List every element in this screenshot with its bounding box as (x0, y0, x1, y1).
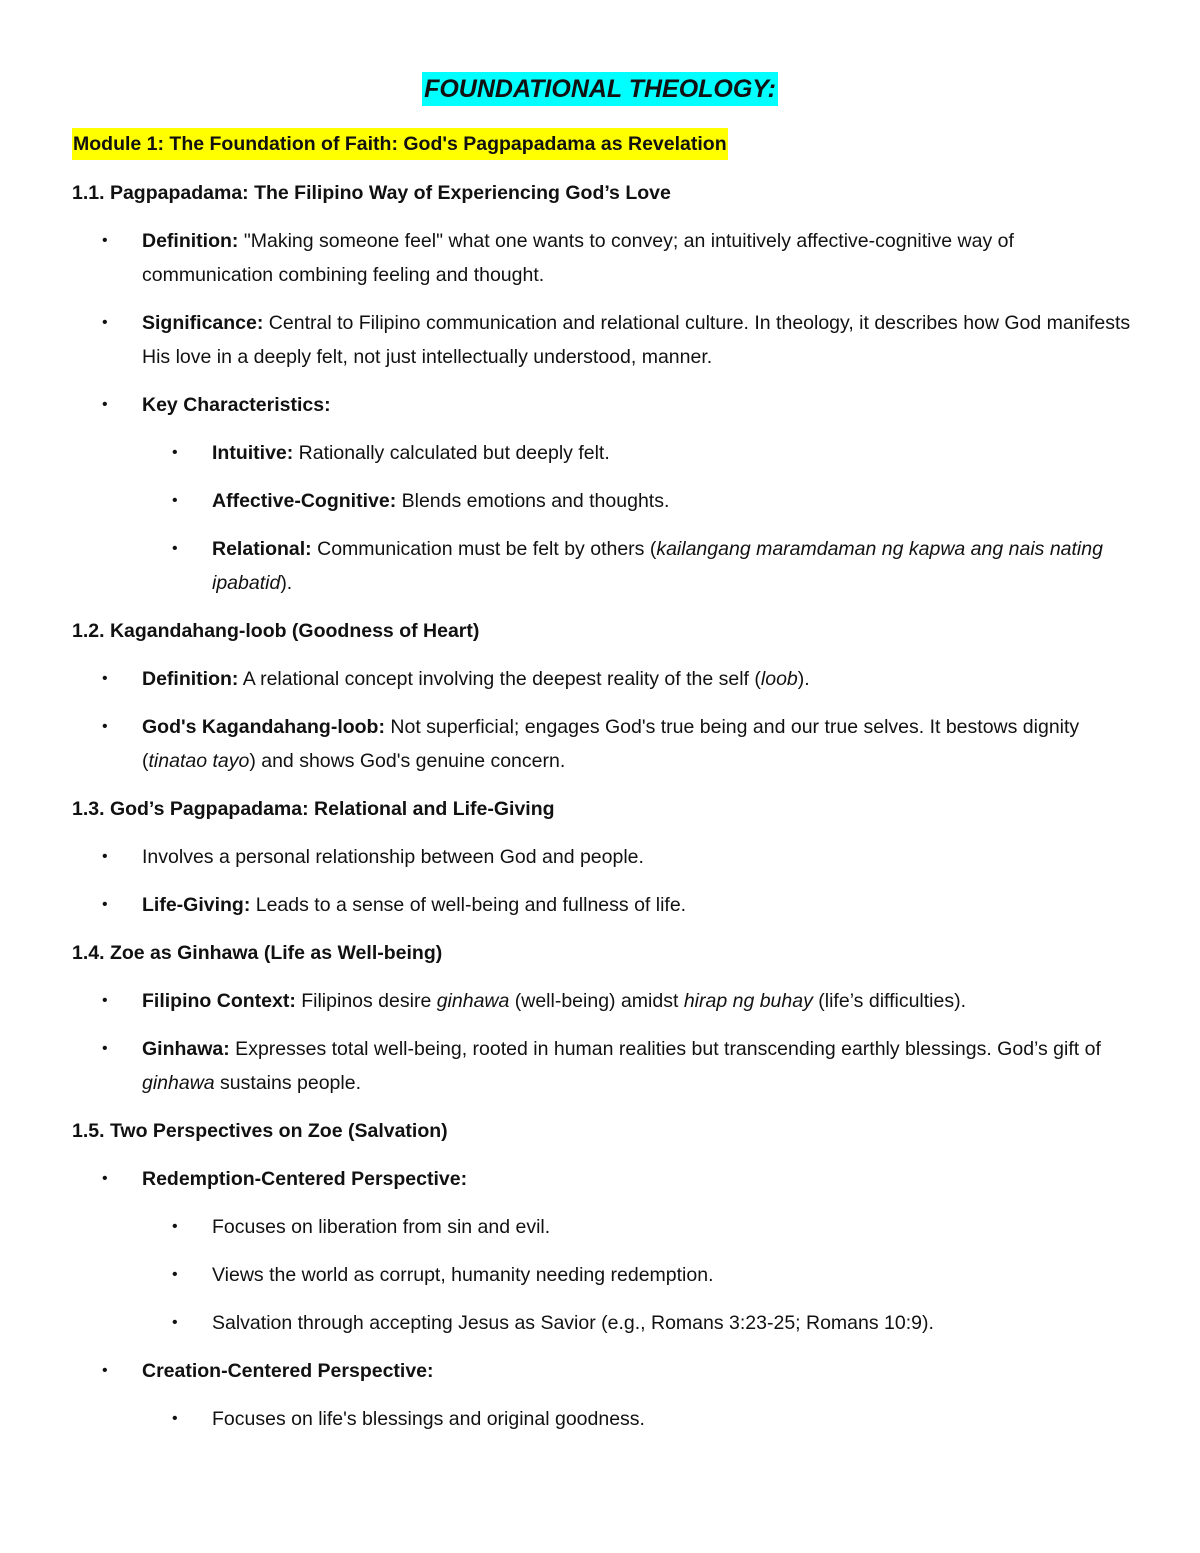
bullet-icon: • (102, 314, 108, 331)
list-item-blessings (72, 1402, 1132, 1436)
section-heading-1-5: 1.5. Two Perspectives on Zoe (Salvation) (72, 1120, 448, 1142)
bullet-icon: • (102, 1040, 108, 1057)
section-heading-1-2: 1.2. Kagandahang-loob (Goodness of Heart) (72, 620, 480, 642)
section-1-5-list (72, 1162, 1132, 1436)
term-text: Communication must be felt by others ( (311, 538, 657, 560)
bullet-icon: • (102, 992, 108, 1009)
term-label: Relational: (212, 538, 312, 560)
list-item-significance (72, 306, 1132, 374)
bullet-icon: • (172, 1218, 178, 1235)
term-label: Key Characteristics: (142, 394, 331, 416)
term-italic: ginhawa (142, 1072, 215, 1094)
term-label: Intuitive: (212, 442, 294, 464)
term-label: Significance: (142, 312, 264, 334)
bullet-icon: • (102, 1170, 108, 1187)
bullet-icon: • (102, 670, 108, 687)
term-text: Filipinos desire (295, 990, 437, 1012)
term-label: God's Kagandahang-loob: (142, 716, 385, 738)
bullet-icon: • (102, 232, 108, 249)
bullet-icon: • (172, 492, 178, 509)
term-label: Creation-Centered Perspective: (142, 1360, 434, 1382)
term-text: Salvation through accepting Jesus as Savior (e.g., Romans 3:23-25; Romans 10:9). (212, 1312, 934, 1334)
section-heading-1-3: 1.3. God’s Pagpapadama: Relational and Life-Giving (72, 798, 555, 820)
term-label: Filipino Context: (142, 990, 296, 1012)
term-text: A relational concept involving the deepest reality of the self ( (238, 668, 761, 690)
list-item-filipino-context (72, 984, 1132, 1018)
list-item-life-giving (72, 888, 1132, 922)
term-italic: hirap ng buhay (683, 990, 813, 1012)
term-label: Definition: (142, 230, 239, 252)
list-item-intuitive (72, 436, 1132, 470)
list-item-relationship (72, 840, 1132, 874)
term-label: Definition: (142, 668, 239, 690)
list-item-redemption-centered (72, 1162, 1132, 1196)
term-italic: ginhawa (436, 990, 510, 1012)
term-label: Life-Giving: (142, 894, 251, 916)
bullet-icon: • (172, 1266, 178, 1283)
term-text: Not superficial; engages God's true being and our true selves. It bestows dignity ( (142, 716, 1080, 772)
term-italic: kailangang maramdaman ng kapwa ang nais nating ipabatid (212, 538, 1103, 594)
document-body (72, 176, 1132, 1450)
module-title: Module 1: The Foundation of Faith: God's Pagpapadama as Revelation (72, 128, 728, 160)
section-heading-1-4: 1.4. Zoe as Ginhawa (Life as Well-being) (72, 942, 443, 964)
term-text: Focuses on liberation from sin and evil. (212, 1216, 551, 1238)
term-italic: loob (760, 668, 798, 690)
term-label: Ginhawa: (142, 1038, 230, 1060)
term-label: Redemption-Centered Perspective: (142, 1168, 468, 1190)
bullet-icon: • (102, 718, 108, 735)
list-item-definition (72, 224, 1132, 292)
list-item-gods-kagandahang-loob (72, 710, 1132, 778)
bullet-icon: • (102, 396, 108, 413)
bullet-icon: • (172, 444, 178, 461)
term-text: ). (280, 572, 293, 594)
term-label: Affective-Cognitive: (212, 490, 397, 512)
bullet-icon: • (172, 1314, 178, 1331)
section-1-4-list (72, 984, 1132, 1100)
document-title: FOUNDATIONAL THEOLOGY: (422, 72, 778, 106)
term-text: Focuses on life's blessings and original goodness. (212, 1408, 645, 1430)
bullet-icon: • (102, 848, 108, 865)
list-item-liberation (72, 1210, 1132, 1244)
term-text: ). (797, 668, 810, 690)
section-1-3-list (72, 840, 1132, 922)
list-item-world-corrupt (72, 1258, 1132, 1292)
term-text: Expresses total well-being, rooted in human realities but transcending earthly blessings. God’s gift of (229, 1038, 1101, 1060)
term-text: Views the world as corrupt, humanity needing redemption. (212, 1264, 714, 1286)
term-italic: tinatao tayo (148, 750, 250, 772)
list-item-definition (72, 662, 1132, 696)
term-text: Blends emotions and thoughts. (396, 490, 670, 512)
term-text: "Making someone feel" what one wants to convey; an intuitively affective-cognitive way of communication combining feeling and thought. (142, 230, 1014, 286)
bullet-icon: • (172, 540, 178, 557)
section-1-1-list (72, 224, 1132, 600)
term-text: sustains people. (214, 1072, 361, 1094)
section-heading-1-1: 1.1. Pagpapadama: The Filipino Way of Experiencing God’s Love (72, 182, 671, 204)
bullet-icon: • (102, 896, 108, 913)
list-item-ginhawa (72, 1032, 1132, 1100)
list-item-affective-cognitive (72, 484, 1132, 518)
term-text: Leads to a sense of well-being and fullness of life. (250, 894, 687, 916)
section-1-2-list (72, 662, 1132, 778)
bullet-icon: • (172, 1410, 178, 1427)
term-text: (well-being) amidst (509, 990, 684, 1012)
bullet-icon: • (102, 1362, 108, 1379)
section-1-1 (72, 176, 1132, 600)
term-text: Rationally calculated but deeply felt. (293, 442, 610, 464)
list-item-relational (72, 532, 1132, 600)
list-item-salvation (72, 1306, 1132, 1340)
term-text: Central to Filipino communication and relational culture. In theology, it describes how God manifests His love in a deeply felt, not just intellectually understood, manner. (142, 312, 1131, 368)
section-1-4 (72, 936, 1132, 1100)
section-1-5 (72, 1114, 1132, 1436)
list-item-key-characteristics (72, 388, 1132, 422)
section-1-2 (72, 614, 1132, 778)
list-item-creation-centered (72, 1354, 1132, 1388)
term-text: ) and shows God's genuine concern. (249, 750, 566, 772)
term-text: Involves a personal relationship between God and people. (142, 846, 644, 868)
term-text: (life’s difficulties). (812, 990, 967, 1012)
title-row (0, 72, 1200, 108)
section-1-3 (72, 792, 1132, 922)
